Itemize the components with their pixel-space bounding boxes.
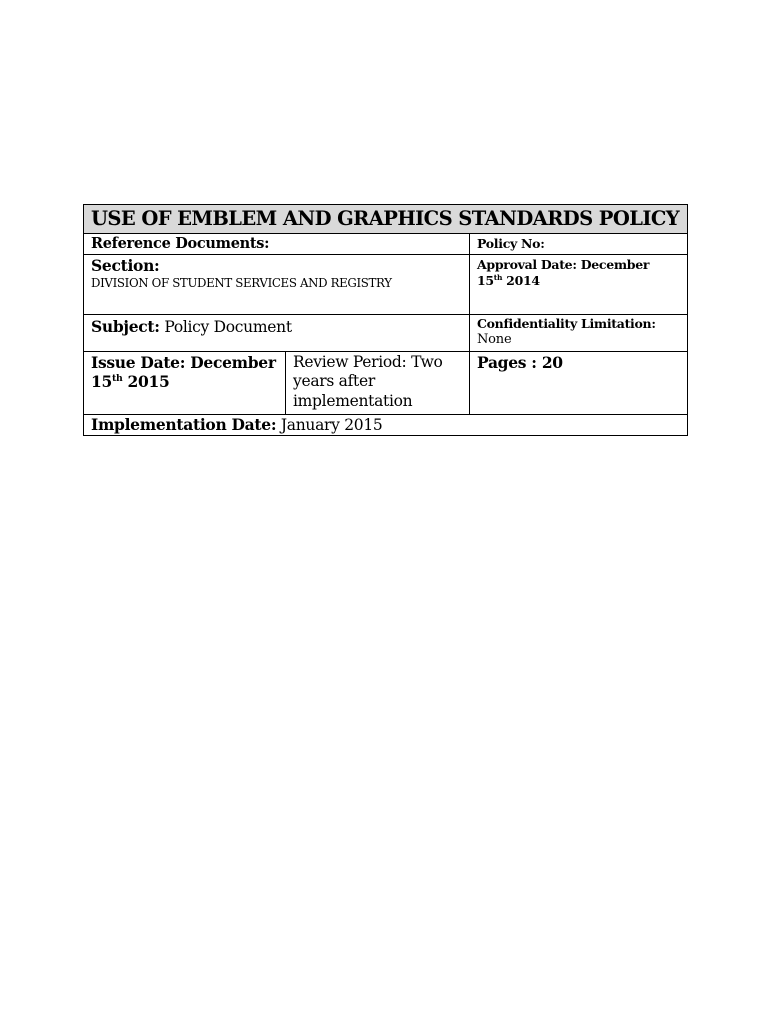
section-cell bbox=[84, 255, 470, 315]
section-label: Section: bbox=[91, 256, 160, 275]
approval-date-year: 2014 bbox=[502, 272, 540, 288]
confidentiality-cell bbox=[470, 315, 688, 352]
section-row bbox=[84, 255, 688, 315]
issue-date-year: 2015 bbox=[122, 372, 170, 392]
subject-row bbox=[84, 315, 688, 352]
policy-no-label: Policy No: bbox=[470, 234, 688, 255]
approval-date-cell bbox=[470, 255, 688, 315]
issue-date-label: Issue Date: December bbox=[91, 353, 276, 372]
review-period: Review Period: Two years after implementation bbox=[286, 352, 470, 415]
subject-label: Subject: bbox=[91, 317, 160, 336]
reference-row bbox=[84, 234, 688, 255]
confidentiality-label: Confidentiality Limitation: bbox=[477, 316, 656, 331]
issue-date-cell bbox=[84, 352, 286, 415]
confidentiality-value: None bbox=[477, 331, 512, 347]
implementation-date-label: Implementation Date: bbox=[91, 415, 277, 434]
issue-row bbox=[84, 352, 688, 415]
implementation-row bbox=[84, 415, 688, 436]
approval-date-day: 15 bbox=[477, 272, 494, 288]
pages-count: Pages : 20 bbox=[470, 352, 688, 415]
approval-date-day-suffix: th bbox=[493, 272, 503, 282]
issue-date-day-suffix: th bbox=[111, 373, 123, 385]
policy-header-table bbox=[83, 204, 688, 436]
implementation-date-cell bbox=[84, 415, 688, 436]
subject-cell bbox=[84, 315, 470, 352]
reference-documents-label: Reference Documents: bbox=[84, 234, 470, 255]
section-value: DIVISION OF STUDENT SERVICES AND REGISTRY bbox=[91, 276, 392, 291]
issue-date-day: 15 bbox=[91, 372, 112, 392]
implementation-date-value: January 2015 bbox=[276, 416, 383, 434]
approval-date-label: Approval Date: December bbox=[477, 257, 650, 272]
subject-value: Policy Document bbox=[159, 318, 292, 336]
policy-title: USE OF EMBLEM AND GRAPHICS STANDARDS POLICY bbox=[84, 205, 688, 234]
title-row bbox=[84, 205, 688, 234]
